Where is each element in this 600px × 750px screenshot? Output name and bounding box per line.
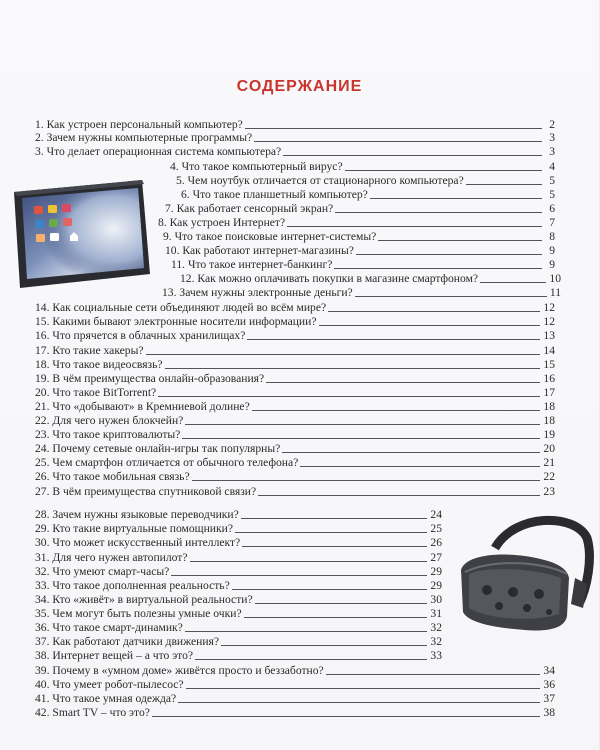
toc-item — [35, 470, 555, 484]
toc-item — [181, 188, 555, 202]
toc-leader-line — [300, 466, 540, 467]
toc-item-page: 36 — [543, 678, 555, 691]
toc-item-page: 29 — [430, 565, 442, 578]
toc-item — [35, 706, 555, 720]
toc-item-title: 41. Что такое умная одежда? — [35, 692, 177, 705]
toc-leader-line — [287, 226, 542, 227]
toc-item-title: 9. Что такое поисковые интернет-системы? — [163, 230, 377, 243]
toc-item — [35, 508, 442, 522]
toc-leader-line — [245, 128, 542, 129]
toc-leader-line — [282, 452, 540, 453]
toc-item-title: 40. Что умеет робот-пылесос? — [35, 678, 184, 691]
toc-item-title: 25. Чем смартфон отличается от обычного телефона? — [35, 456, 299, 469]
toc-item — [35, 386, 555, 400]
toc-item — [165, 202, 555, 216]
toc-item-title: 38. Интернет вещей – а что это? — [35, 649, 194, 662]
toc-item-title: 3. Что делает операционная система компьютера? — [35, 145, 282, 158]
toc-item-page: 23 — [543, 485, 555, 498]
toc-item-title: 39. Почему в «умном доме» живётся просто и беззаботно? — [35, 664, 324, 677]
toc-item — [35, 565, 442, 579]
toc-leader-line — [171, 575, 427, 576]
toc-item-title: 26. Что такое мобильная связь? — [35, 470, 190, 483]
toc-item-page: 26 — [430, 536, 442, 549]
toc-item — [35, 301, 555, 315]
toc-item — [35, 692, 555, 706]
toc-item-title: 22. Для чего нужен блокчейн? — [35, 414, 184, 427]
toc-item-page: 32 — [430, 621, 442, 634]
toc-item-page: 34 — [543, 664, 555, 677]
toc-item-page: 5 — [549, 188, 555, 201]
toc-item-title: 10. Как работают интернет-магазины? — [165, 244, 354, 257]
toc-item-title: 14. Как социальные сети объединяют людей во всём мире? — [35, 301, 327, 314]
toc-item — [35, 579, 442, 593]
toc-item — [35, 522, 442, 536]
toc-item-title: 6. Что такое планшетный компьютер? — [181, 188, 368, 201]
toc-leader-line — [334, 268, 542, 269]
toc-item-page: 3 — [549, 145, 555, 158]
toc-leader-line — [378, 240, 542, 241]
toc-item-title: 27. В чём преимущества спутниковой связи? — [35, 485, 257, 498]
toc-leader-line — [241, 518, 428, 519]
toc-item-page: 38 — [543, 706, 555, 719]
toc-item-page: 10 — [549, 272, 561, 285]
toc-item-title: 33. Что такое дополненная реальность? — [35, 579, 230, 592]
toc-item-page: 2 — [549, 118, 555, 131]
toc-item-title: 13. Зачем нужны электронные деньги? — [162, 286, 353, 299]
toc-item-title: 29. Кто такие виртуальные помощники? — [35, 522, 233, 535]
toc-leader-line — [258, 495, 540, 496]
toc-leader-line — [185, 631, 428, 632]
toc-item — [35, 442, 555, 456]
toc-item-title: 31. Для чего нужен автопилот? — [35, 551, 188, 564]
toc-leader-line — [355, 296, 547, 297]
toc-item-page: 19 — [543, 428, 555, 441]
toc-leader-line — [254, 141, 542, 142]
toc-item — [35, 315, 555, 329]
toc-item-title: 15. Какими бывают электронные носители информации? — [35, 315, 317, 328]
toc-item-page: 12 — [543, 315, 555, 328]
toc-leader-line — [244, 617, 428, 618]
toc-item — [162, 286, 561, 300]
tablet-illustration — [10, 178, 152, 290]
toc-item-title: 28. Зачем нужны языковые переводчики? — [35, 508, 239, 521]
toc-leader-line — [235, 532, 427, 533]
toc-leader-line — [319, 325, 541, 326]
toc-item-title: 24. Почему сетевые онлайн-игры так популярны? — [35, 442, 281, 455]
toc-item — [35, 635, 442, 649]
toc-item-title: 23. Что такое криптовалюты? — [35, 428, 181, 441]
toc-leader-line — [466, 184, 542, 185]
toc-item-page: 37 — [543, 692, 555, 705]
toc-item — [35, 414, 555, 428]
toc-leader-line — [326, 674, 541, 675]
toc-item-page: 15 — [543, 358, 555, 371]
toc-item-title: 32. Что умеют смарт-часы? — [35, 565, 170, 578]
toc-item — [35, 593, 442, 607]
toc-item-page: 32 — [430, 635, 442, 648]
page-title: СОДЕРЖАНИЕ — [236, 78, 363, 95]
toc-item-page: 12 — [543, 301, 555, 314]
toc-item-title: 20. Что такое BitTorrent? — [35, 386, 157, 399]
toc-item-page: 3 — [549, 131, 555, 144]
toc-item-title: 17. Кто такие хакеры? — [35, 344, 144, 357]
toc-leader-line — [480, 282, 546, 283]
toc-item — [163, 230, 555, 244]
toc-item — [35, 329, 555, 343]
toc-item — [35, 664, 555, 678]
toc-leader-line — [266, 382, 540, 383]
toc-item-title: 1. Как устроен персональный компьютер? — [35, 118, 243, 131]
toc-item-page: 9 — [549, 244, 555, 257]
toc-item-page: 4 — [549, 160, 555, 173]
vr-headset-illustration — [455, 508, 595, 638]
toc-item-page: 30 — [430, 593, 442, 606]
toc-item — [35, 372, 555, 386]
toc-item-page: 8 — [549, 230, 555, 243]
toc-item-page: 20 — [543, 442, 555, 455]
toc-item-title: 2. Зачем нужны компьютерные программы? — [35, 131, 253, 144]
toc-leader-line — [283, 155, 542, 156]
toc-item-page: 29 — [430, 579, 442, 592]
toc-item-title: 34. Кто «живёт» в виртуальной реальности? — [35, 593, 253, 606]
toc-leader-line — [345, 170, 542, 171]
toc-leader-line — [146, 354, 541, 355]
toc-item-page: 14 — [543, 344, 555, 357]
toc-item — [171, 258, 555, 272]
toc-leader-line — [335, 212, 542, 213]
toc-item — [165, 244, 555, 258]
toc-leader-line — [182, 438, 540, 439]
toc-item-title: 18. Что такое видеосвязь? — [35, 358, 163, 371]
toc-item-title: 30. Что может искусственный интеллект? — [35, 536, 241, 549]
toc-item-title: 36. Что такое смарт-динамик? — [35, 621, 183, 634]
toc-item-title: 19. В чём преимущества онлайн-образования? — [35, 372, 265, 385]
toc-item-page: 25 — [430, 522, 442, 535]
toc-item-page: 18 — [543, 400, 555, 413]
toc-item-page: 9 — [549, 258, 555, 271]
toc-item — [35, 551, 442, 565]
toc-item-title: 4. Что такое компьютерный вирус? — [170, 160, 343, 173]
toc-item-page: 24 — [430, 508, 442, 521]
toc-item — [35, 400, 555, 414]
toc-item-page: 13 — [543, 329, 555, 342]
toc-item — [35, 344, 555, 358]
toc-leader-line — [192, 480, 541, 481]
toc-item — [35, 678, 555, 692]
toc-item — [35, 649, 442, 663]
toc-leader-line — [255, 603, 428, 604]
toc-item-page: 22 — [543, 470, 555, 483]
toc-leader-line — [158, 396, 540, 397]
toc-leader-line — [185, 424, 540, 425]
toc-leader-line — [252, 410, 541, 411]
toc-item-page: 17 — [543, 386, 555, 399]
toc-item-title: 42. Smart TV – что это? — [35, 706, 150, 719]
toc-leader-line — [328, 311, 540, 312]
toc-item — [35, 621, 442, 635]
toc-leader-line — [356, 254, 542, 255]
toc-item-page: 18 — [543, 414, 555, 427]
toc-leader-line — [247, 339, 540, 340]
toc-leader-line — [242, 546, 427, 547]
toc-item-title: 12. Как можно оплачивать покупки в магазине смартфоном? — [180, 272, 479, 285]
toc-leader-line — [370, 198, 542, 199]
toc-leader-line — [195, 659, 427, 660]
toc-item — [35, 456, 555, 470]
toc-item — [158, 216, 555, 230]
toc-item-title: 21. Что «добывают» в Кремниевой долине? — [35, 400, 250, 413]
toc-item-title: 5. Чем ноутбук отличается от стационарного компьютера? — [176, 174, 464, 187]
toc-item — [35, 358, 555, 372]
toc-item-title: 16. Что прячется в облачных хранилищах? — [35, 329, 246, 342]
toc-item — [176, 174, 555, 188]
toc-item-page: 5 — [549, 174, 555, 187]
toc-item-page: 27 — [430, 551, 442, 564]
toc-leader-line — [165, 368, 541, 369]
toc-item-page: 21 — [543, 456, 555, 469]
toc-item — [180, 272, 561, 286]
toc-item-title: 8. Как устроен Интернет? — [158, 216, 286, 229]
toc-leader-line — [221, 645, 427, 646]
toc-item-page: 6 — [549, 202, 555, 215]
toc-leader-line — [190, 561, 428, 562]
toc-item-page: 11 — [549, 286, 561, 299]
toc-item — [35, 145, 555, 159]
toc-item — [35, 131, 555, 145]
toc-leader-line — [152, 716, 541, 717]
toc-item-page: 31 — [430, 607, 442, 620]
toc-item-page: 7 — [549, 216, 555, 229]
toc-item — [170, 160, 555, 174]
toc-leader-line — [232, 589, 428, 590]
toc-leader-line — [178, 702, 540, 703]
toc-item-title: 37. Как работают датчики движения? — [35, 635, 220, 648]
toc-item-page: 33 — [430, 649, 442, 662]
toc-item — [35, 428, 555, 442]
toc-leader-line — [186, 688, 541, 689]
toc-item-title: 11. Что такое интернет-банкинг? — [171, 258, 333, 271]
toc-item — [35, 607, 442, 621]
toc-item — [35, 118, 555, 132]
toc-item — [35, 485, 555, 499]
toc-item-title: 35. Чем могут быть полезны умные очки? — [35, 607, 242, 620]
toc-item-page: 16 — [543, 372, 555, 385]
toc-item — [35, 536, 442, 550]
toc-item-title: 7. Как работает сенсорный экран? — [165, 202, 334, 215]
